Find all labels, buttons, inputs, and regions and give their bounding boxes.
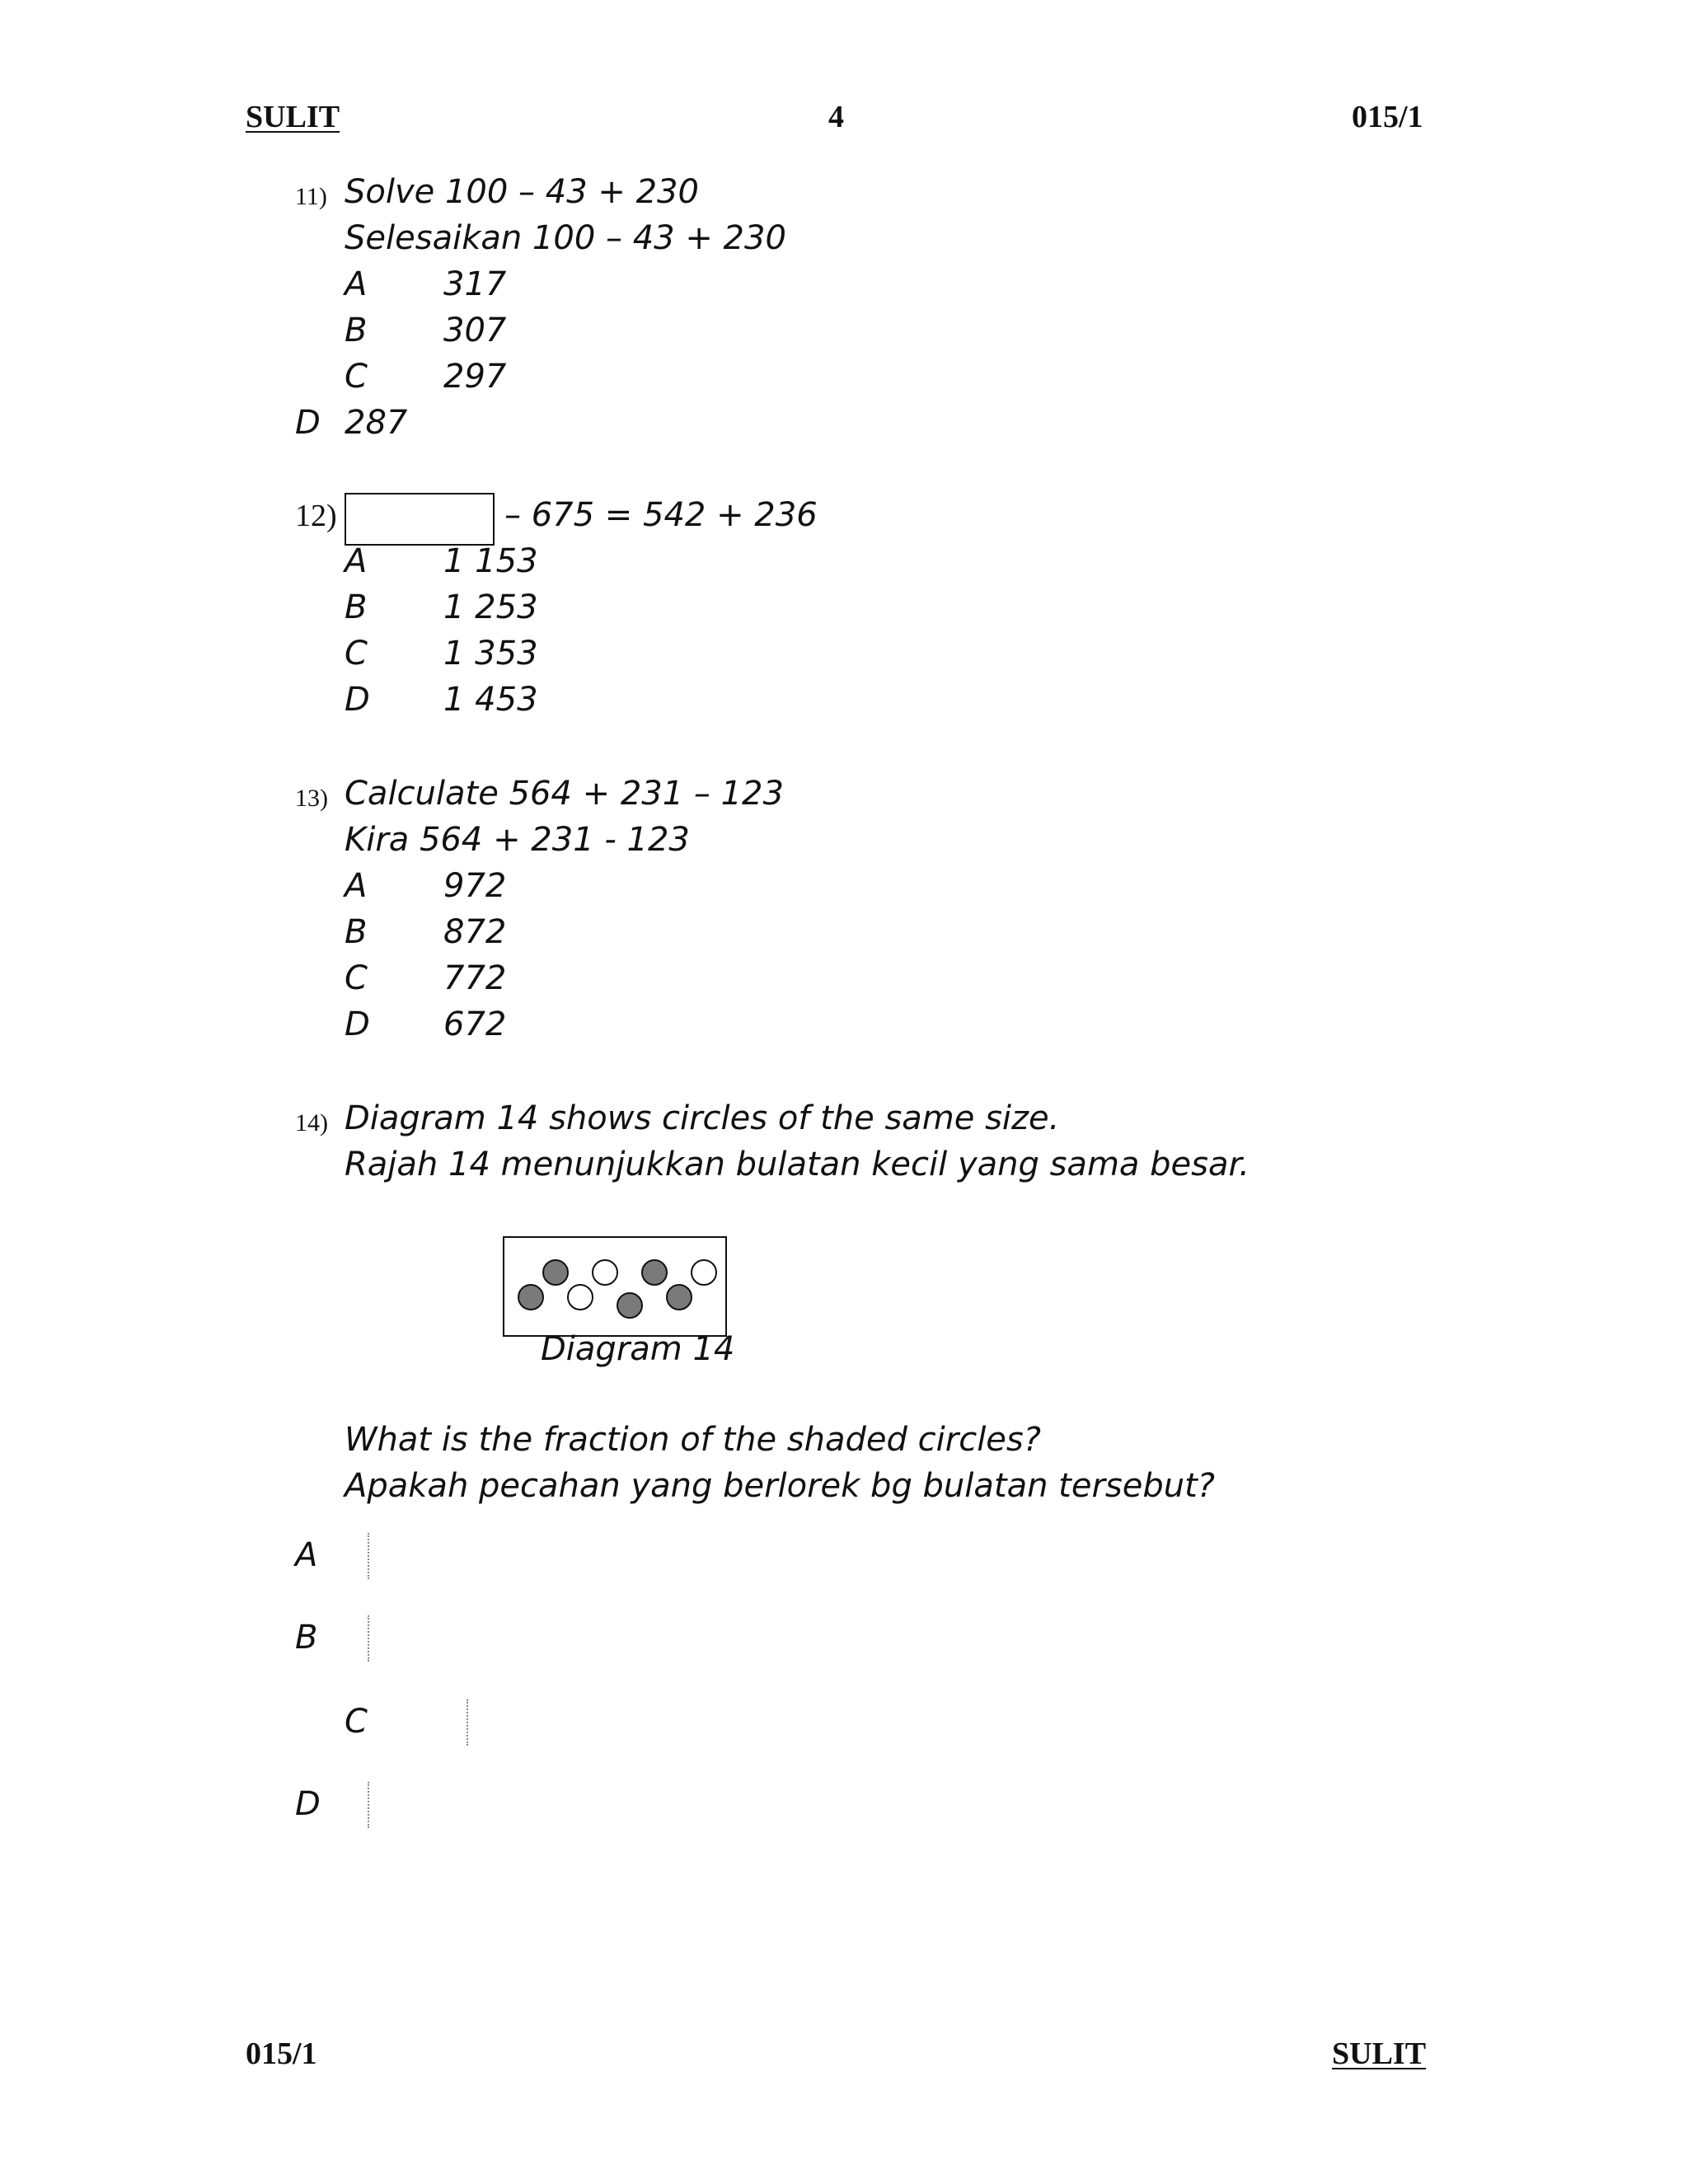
fraction-question-ms: Apakah pecahan yang berlorek bg bulatan tersebut? <box>345 1467 1216 1505</box>
option-letter: D <box>295 1785 321 1823</box>
shaded-circle <box>518 1285 543 1310</box>
option-letter: B <box>345 588 368 626</box>
shaded-circle <box>543 1260 568 1285</box>
equation-text: – 675 = 542 + 236 <box>504 496 818 534</box>
question-number: 14) <box>295 1109 328 1137</box>
option-letter: C <box>345 358 368 396</box>
option-value: 1 453 <box>443 681 538 719</box>
option-fraction <box>368 1615 369 1661</box>
option-letter: B <box>345 913 368 951</box>
question-text-ms: Kira 564 + 231 - 123 <box>345 821 690 859</box>
diagram-14 <box>503 1236 727 1337</box>
option-letter: B <box>295 1619 318 1657</box>
option-value: 317 <box>443 265 507 303</box>
unshaded-circle <box>593 1260 617 1285</box>
option-value: 1 253 <box>443 588 538 626</box>
option-value: 1 353 <box>443 635 538 673</box>
option-letter: D <box>345 1005 370 1043</box>
diagram-caption: Diagram 14 <box>541 1330 735 1368</box>
question-number: 11) <box>295 183 327 210</box>
option-letter: A <box>345 867 368 905</box>
unshaded-circle <box>692 1260 716 1285</box>
footer-left: 015/1 <box>246 2036 317 2071</box>
option-value: 772 <box>443 959 507 997</box>
option-letter: D <box>345 681 370 719</box>
header-left: SULIT <box>246 100 340 134</box>
option-letter: A <box>345 265 368 303</box>
question-text-ms: Selesaikan 100 – 43 + 230 <box>345 219 786 257</box>
option-letter: C <box>345 959 368 997</box>
option-letter: C <box>345 1703 368 1741</box>
shaded-circle <box>642 1260 667 1285</box>
option-value: 297 <box>443 358 507 396</box>
question-number: 13) <box>295 785 328 812</box>
option-value: 672 <box>443 1005 507 1043</box>
option-fraction <box>467 1699 468 1746</box>
circles-diagram <box>503 1236 727 1337</box>
question-text-ms: Rajah 14 menunjukkan bulatan kecil yang sama besar. <box>345 1146 1250 1183</box>
answer-box <box>345 493 495 546</box>
option-value: 872 <box>443 913 507 951</box>
option-value: 307 <box>443 312 507 349</box>
shaded-circle <box>617 1293 642 1318</box>
option-letter: C <box>345 635 368 673</box>
option-letter: A <box>295 1536 318 1574</box>
option-letter: B <box>345 312 368 349</box>
option-value: 287 <box>345 404 408 442</box>
option-letter: A <box>345 542 368 580</box>
header-right: 015/1 <box>1352 100 1423 134</box>
footer-right: SULIT <box>1332 2036 1427 2071</box>
option-value: 972 <box>443 867 507 905</box>
shaded-circle <box>667 1285 692 1310</box>
option-letter: D <box>295 404 321 442</box>
question-number: 12) <box>295 499 337 533</box>
unshaded-circle <box>568 1285 593 1310</box>
option-value: 1 153 <box>443 542 538 580</box>
question-text-en: Diagram 14 shows circles of the same size. <box>345 1099 1060 1137</box>
question-text-en: Solve 100 – 43 + 230 <box>345 173 699 211</box>
option-fraction <box>368 1533 369 1579</box>
option-fraction <box>368 1782 369 1828</box>
page-number: 4 <box>828 100 844 134</box>
fraction-question-en: What is the fraction of the shaded circles? <box>345 1421 1041 1459</box>
question-text-en: Calculate 564 + 231 – 123 <box>345 775 784 813</box>
